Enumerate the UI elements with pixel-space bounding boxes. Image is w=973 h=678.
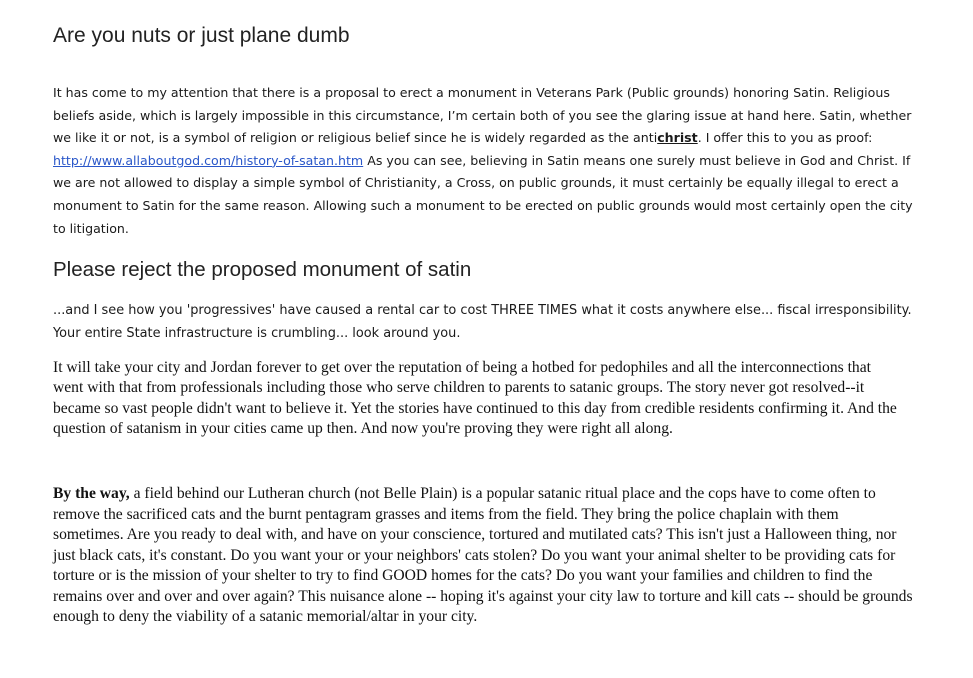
- paragraph-field-text: a field behind our Lutheran church (not Belle Plain) is a popular satanic ritual place and the cops have to come often to remove the sacrificed cats and the burnt pentagram grasses and items from the field. They bring the police chaplain with them sometimes. Are you ready to deal with, and have on your conscience, tortured and mutilated cats? This isn't just a Halloween thing, nor just black cats, it's constant. Do you want your or your neighbors' cats stolen? Do you want your animal shelter to be providing cats for torture or is the mission of your shelter to try to find GOOD homes for the cats? Do you want your families and children to find the remains over and over and over again? This nuisance alone -- hoping it's against your city law to torture and kill cats -- should be grounds enough to deny the viability of a satanic memorial/altar in your city.: [53, 485, 913, 625]
- paragraph-progressives: ...and I see how you 'progressives' have caused a rental car to cost THREE TIMES what it costs anywhere else... fiscal irresponsibility. Your entire State infrastructure is crumbling... look around you.: [53, 303, 912, 341]
- heading-please-reject: Please reject the proposed monument of satin: [53, 258, 472, 281]
- emphasis-christ: christ: [657, 130, 698, 146]
- proof-link[interactable]: http://www.allaboutgod.com/history-of-satan.htm: [53, 152, 364, 168]
- lead-by-the-way: By the way,: [53, 485, 130, 502]
- paragraph-text-before-link: It has come to my attention that there is a proposal to erect a monument in Veterans Park (Public grounds) honoring Satin. Religious beliefs aside, which is largely impossible in this circumstance, I’m certain both of you see the glaring issue at hand here. Satin, whether we like it or not, is a symbol of religion or religious belief since he is widely regarded as the anti: [53, 85, 912, 146]
- heading-are-you-nuts: Are you nuts or just plane dumb: [53, 24, 350, 47]
- paragraph-text-after-link: As you can see, believing in Satin means one surely must believe in God and Christ. If we are not allowed to display a simple symbol of Christianity, a Cross, on public grounds, it must certainly be equally illegal to erect a monument to Satin for the same reason. Allowing such a monument to be erected on public grounds would most certainly open the city to litigation.: [53, 152, 913, 236]
- paragraph-text-proof: . I offer this to you as proof:: [697, 130, 873, 146]
- paragraph-reputation: It will take your city and Jordan forever to get over the reputation of being a hotbed for pedophiles and all the interconnections that went with that from professionals including those who serve children to parents to satanic groups. The story never got resolved--it became so vast people didn't want to believe it. Yet the stories have continued to this day from credible residents confirming it. And the question of satanism in your cities came up then. And now you're proving they were right all along.: [53, 359, 897, 438]
- paragraph-lutheran-field: [53, 484, 913, 628]
- paragraph-satin-monument: [53, 82, 923, 240]
